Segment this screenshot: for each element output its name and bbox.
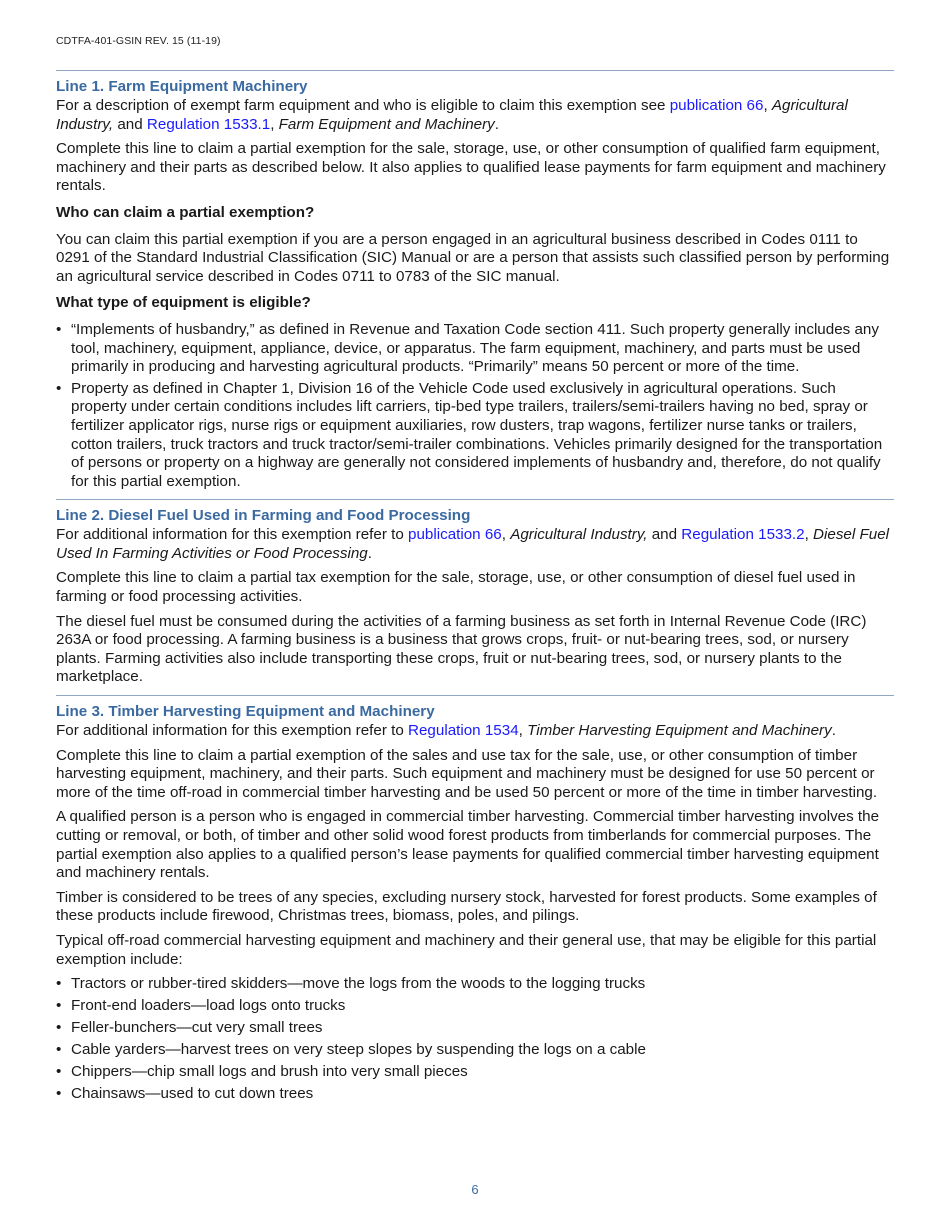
form-id-header: CDTFA-401-GSIN REV. 15 (11-19) — [56, 35, 221, 47]
line-2-paragraph: Complete this line to claim a partial tax exemption for the sale, storage, use, or other consumption of diesel fuel used in farming or food processing activities. — [56, 569, 856, 606]
regulation-1534-link[interactable]: Regulation 1534 — [408, 722, 519, 740]
regulation-1533-1-link[interactable]: Regulation 1533.1 — [146, 115, 271, 133]
page-number: 6 — [471, 1182, 479, 1197]
line-3-paragraph: Timber is considered to be trees of any species, excluding nursery stock, harvested for forest products. Some examples of these products include firewood, Christmas trees, biomass, poles, and pilings. — [56, 888, 877, 925]
text: , — [270, 115, 279, 133]
section-line-3 — [56, 695, 894, 1103]
text: For additional information for this exemption refer to — [56, 722, 409, 740]
publication-66-link[interactable]: publication 66 — [669, 97, 764, 114]
line-3-paragraph: Complete this line to claim a partial exemption of the sales and use tax for the sale, use, or other consumption of timber harvesting equipment, machinery, and their parts. Such equipment and machinery must be designed for use 50 percent or more of the time off-road in commercial timber harvesting and be used 50 percent or more of the time in timber harvesting. — [56, 746, 878, 801]
line-3-paragraph: A qualified person is a person who is engaged in commercial timber harvesting. Commercial timber harvesting involves the cutting or removal, or both, of timber and other solid wood forest products from timberlands for commercial purposes. The partial exemption also applies to a qualified person’s lease payments for qualified commercial timber harvesting equipment and machinery rentals. — [56, 808, 880, 882]
page-content — [56, 70, 894, 1111]
section-title-line-3: Line 3. Timber Harvesting Equipment and Machinery — [56, 703, 435, 721]
timber-equipment-list — [56, 975, 894, 1103]
list-item: • “Implements of husbandry,” as defined in Revenue and Taxation Code section 411. Such property generally includes any tool, machinery, equipment, appliance, device, or apparatus. The farm equipment, machinery, and parts must be used primarily in producing and harvesting agricultural products. “Primarily” means 50 percent or more of the time. — [56, 321, 894, 377]
line-1-paragraph: You can claim this partial exemption if you are a person engaged in an agricultural business described in Codes 0111 to 0291 of the Standard Industrial Classification (SIC) Manual or are a person that assists such classified person by performing an agricultural service described in Codes 0711 to 0783 of the SIC manual. — [56, 230, 890, 285]
section-line-1 — [56, 70, 894, 491]
section-title-line-1: Line 1. Farm Equipment Machinery — [56, 78, 308, 95]
line-1-intro — [56, 97, 894, 134]
list-item: • Tractors or rubber-tired skidders—move the logs from the woods to the logging trucks — [56, 975, 894, 994]
subheading-equipment-eligible: What type of equipment is eligible? — [56, 294, 311, 312]
italic-title: Timber Harvesting Equipment and Machinery — [527, 722, 832, 740]
list-item: • Property as defined in Chapter 1, Division 16 of the Vehicle Code used exclusively in agricultural operations. Such property under certain conditions includes lift carriers, tip-bed type trailers, trailers/semi-trailers having no bed, spray or fertilizer applicator rigs, nurse rigs or equipment auxiliaries, row dusters, trap wagons, fertilizer nurse tanks or trailers, cotton trailers, truck tractors and truck tractor/semi-trailer combinations. Vehicles primarily designed for the transportation of persons or property on a highway are generally not considered implements of husbandry and, therefore, do not qualify for this partial exemption. — [56, 380, 894, 492]
section-line-2 — [56, 499, 894, 687]
text: . — [831, 722, 836, 740]
regulation-1533-2-link[interactable]: Regulation 1533.2 — [681, 526, 805, 544]
text: , — [804, 526, 814, 544]
eligible-equipment-list — [56, 321, 894, 491]
italic-title: Agricultural Industry, — [510, 526, 648, 544]
list-item: • Cable yarders—harvest trees on very steep slopes by suspending the logs on a cable — [56, 1041, 894, 1060]
line-3-intro — [56, 722, 894, 741]
list-item: • Chippers—chip small logs and brush into very small pieces — [56, 1063, 894, 1082]
subheading-who-can-claim: Who can claim a partial exemption? — [56, 203, 315, 221]
text: For additional information for this exemption refer to — [56, 526, 409, 544]
line-1-paragraph: Complete this line to claim a partial exemption for the sale, storage, use, or other consumption of qualified farm equipment, machinery and their parts as described below. It also applies to qualified lease payments for farm equipment and machinery rentals. — [56, 140, 886, 195]
list-item: • Front-end loaders—load logs onto trucks — [56, 997, 894, 1016]
line-2-paragraph: The diesel fuel must be consumed during the activities of a farming business as set forth in Internal Revenue Code (IRC) 263A or food processing. A farming business is a business that grows crops, fruit- or nut-bearing trees, sod, or nursery plants. Farming activities also include transporting these crops, fruit or nut-bearing trees, sod, or nursery plants to the marketplace. — [56, 612, 867, 686]
publication-66-link[interactable]: publication 66 — [408, 526, 502, 544]
text: and — [647, 526, 682, 544]
list-item: • Feller-bunchers—cut very small trees — [56, 1019, 894, 1038]
text: and — [113, 115, 147, 133]
italic-title: Diesel Fuel Used In Farming Activities or Food Processing — [56, 526, 890, 562]
text: , — [763, 97, 772, 114]
text: . — [494, 115, 499, 133]
list-item: • Chainsaws—used to cut down trees — [56, 1085, 894, 1104]
text: , — [518, 722, 528, 740]
line-3-paragraph: Typical off-road commercial harvesting equipment and machinery and their general use, that may be eligible for this partial exemption include: — [56, 931, 877, 968]
section-title-line-2: Line 2. Diesel Fuel Used in Farming and Food Processing — [56, 507, 471, 525]
text: . — [367, 544, 372, 562]
line-2-intro — [56, 526, 894, 563]
italic-title: Agricultural Industry, — [56, 97, 848, 133]
text: For a description of exempt farm equipment and who is eligible to claim this exemption see — [56, 97, 670, 114]
italic-title: Farm Equipment and Machinery — [278, 115, 495, 133]
text: , — [501, 526, 511, 544]
